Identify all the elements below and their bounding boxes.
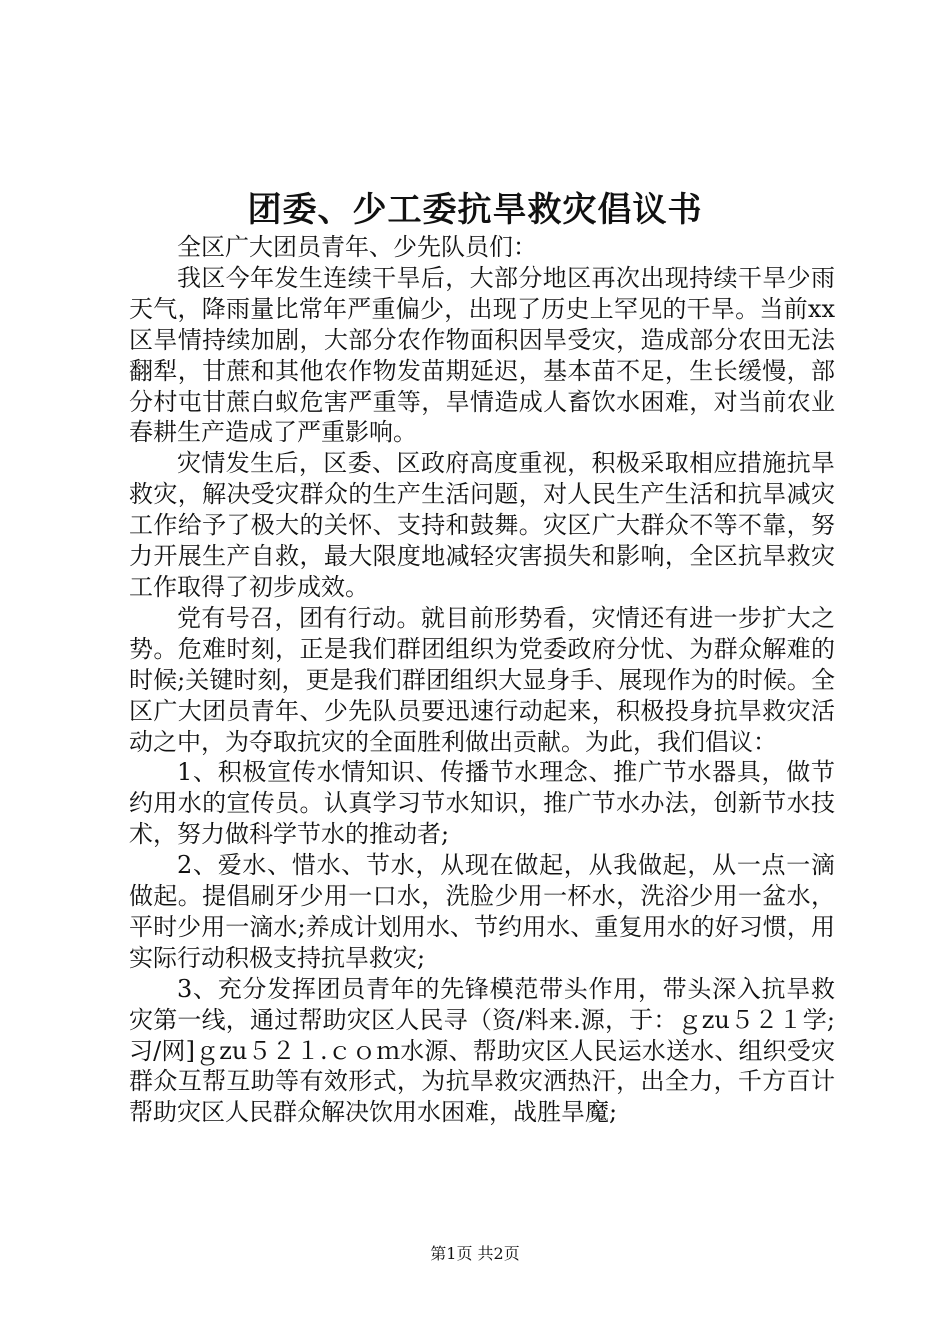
proposal-item-3: 3、充分发挥团员青年的先锋模范带头作用，带头深入抗旱救灾第一线，通过帮助灾区人民寻（资/料来.源，于：ｇzu５２１学;习/网]ｇzu５２１.ｃｏｍ水源、帮助灾区人民运水送水、组织受灾群众互帮互助等有效形式，为抗旱救灾洒热汗，出全力，千方百计帮助灾区人民群众解决饮用水困难，战胜旱魔; [129,974,835,1127]
page-footer: 第1页 共2页 [430,1244,520,1263]
paragraph-call-to-action: 党有号召，团有行动。就目前形势看，灾情还有进一步扩大之势。危难时刻，正是我们群团组织为党委政府分忧、为群众解难的时候;关键时刻，更是我们群团组织大显身手、展现作为的时候。全区广大团员青年、少先队员要迅速行动起来，积极投身抗旱救灾活动之中，为夺取抗灾的全面胜利做出贡献。为此，我们倡议： [129,603,835,756]
proposal-item-2: 2、爱水、惜水、节水，从现在做起，从我做起，从一点一滴做起。提倡刷牙少用一口水，洗脸少用一杯水，洗浴少用一盆水，平时少用一滴水;养成计划用水、节约用水、重复用水的好习惯，用实际行动积极支持抗旱救灾; [129,851,835,972]
document-body [129,232,835,1128]
paragraph-government-response: 灾情发生后，区委、区政府高度重视，积极采取相应措施抗旱救灾，解决受灾群众的生产生活问题，对人民生产生活和抗旱减灾工作给予了极大的关怀、支持和鼓舞。灾区广大群众不等不靠，努力开展生产自救，最大限度地减轻灾害损失和影响，全区抗旱救灾工作取得了初步成效。 [129,449,835,601]
salutation: 全区广大团员青年、少先队员们： [177,233,537,261]
document-title: 团委、少工委抗旱救灾倡议书 [247,190,703,230]
proposal-item-1: 1、积极宣传水情知识、传播节水理念、推广节水器具，做节约用水的宣传员。认真学习节水知识，推广节水办法，创新节水技术，努力做科学节水的推动者; [129,758,835,849]
paragraph-drought-situation: 我区今年发生连续干旱后，大部分地区再次出现持续干旱少雨天气，降雨量比常年严重偏少，出现了历史上罕见的干旱。当前xx区旱情持续加剧，大部分农作物面积因旱受灾，造成部分农田无法翻犁，甘蔗和其他农作物发苗期延迟，基本苗不足，生长缓慢，部分村屯甘蔗白蚁危害严重等，旱情造成人畜饮水困难，对当前农业春耕生产造成了严重影响。 [129,263,835,447]
